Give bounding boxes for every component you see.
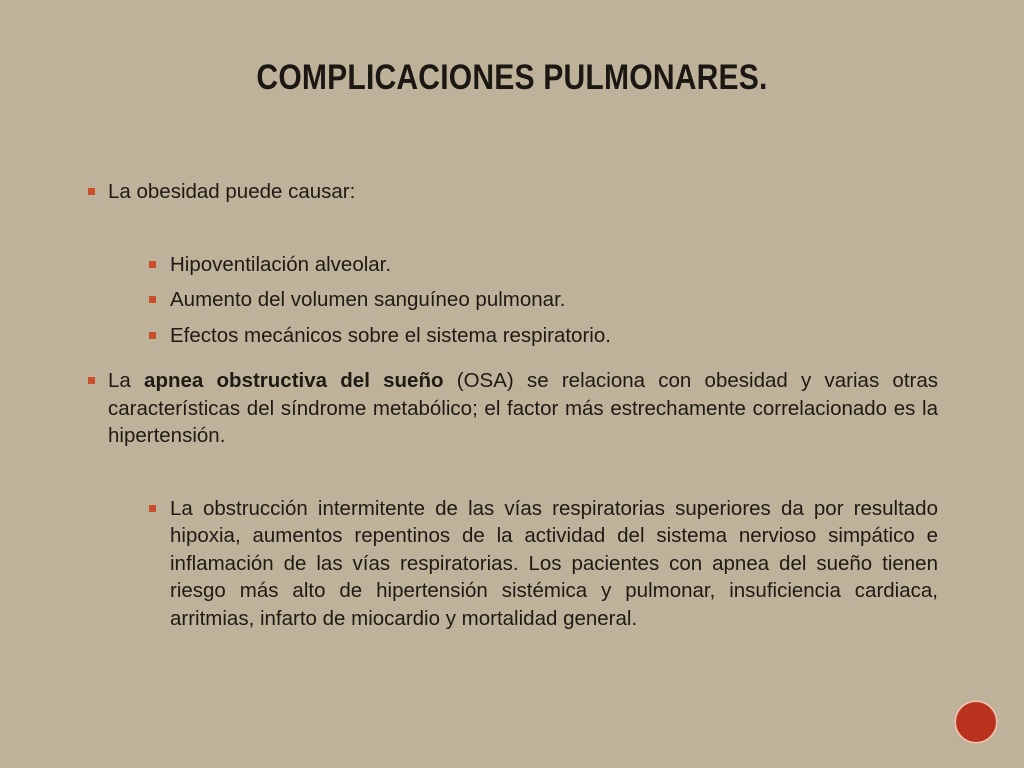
square-bullet-icon (149, 505, 156, 512)
bullet-item (84, 178, 938, 206)
sub-bullet-item (84, 495, 938, 633)
bullet-item (84, 367, 938, 450)
sub-bullet-text: La obstrucción intermitente de las vías respiratorias superiores da por resultado hipoxia, aumentos repentinos de la actividad del sistema nervioso simpático e inflamación de las vías respiratorias. Los pacientes con apnea del sueño tienen riesgo más alto de hipertensión sistémica y pulmonar, insuficiencia cardiaca, arritmias, infarto de miocardio y mortalidad general. (170, 496, 938, 630)
square-bullet-icon (88, 377, 95, 384)
sub-bullet-item (84, 251, 938, 279)
square-bullet-icon (149, 261, 156, 268)
slide-title: COMPLICACIONES PULMONARES. (256, 58, 768, 97)
red-circle-badge-icon (954, 700, 998, 744)
slide-content (84, 178, 938, 632)
square-bullet-icon (149, 296, 156, 303)
sub-bullet-item (84, 286, 938, 314)
sub-bullet-text: Hipoventilación alveolar. (170, 252, 392, 276)
bullet-text (108, 369, 938, 447)
sub-bullet-item (84, 322, 938, 350)
sub-bullet-text: Efectos mecánicos sobre el sistema respiratorio. (170, 323, 611, 347)
square-bullet-icon (88, 188, 95, 195)
square-bullet-icon (149, 332, 156, 339)
bullet-text-pre: La (108, 369, 145, 392)
sub-bullet-text: Aumento del volumen sanguíneo pulmonar. (170, 288, 566, 311)
bullet-text-bold: apnea obstructiva del sueño (144, 369, 444, 392)
bullet-text: La obesidad puede causar: (108, 180, 356, 203)
bullet-text-post: (OSA) se relaciona con obesidad y varias otras características del síndrome metabólico; el factor más estrechamente correlacionado es la hipertensión. (108, 369, 939, 447)
